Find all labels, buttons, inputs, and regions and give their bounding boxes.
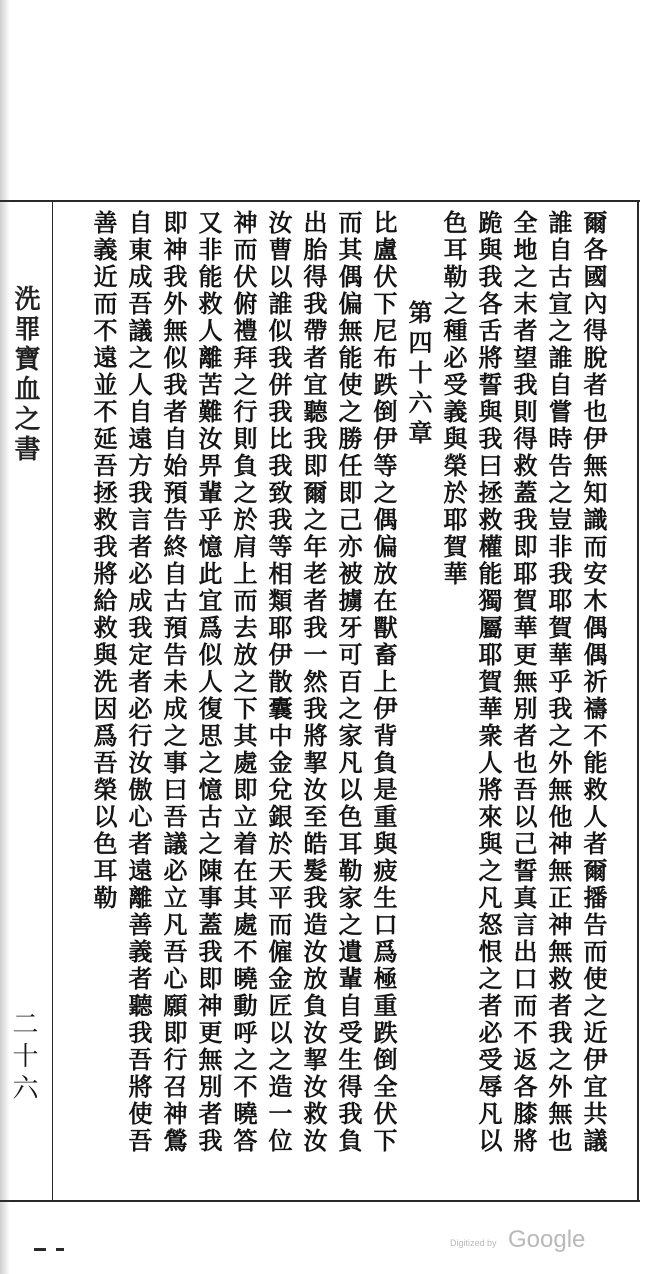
text-column-11: 神而伏俯禮拜之行則負之於肩上而去放之下其處即立着在其處不曉動呼之不曉答 bbox=[229, 210, 258, 1155]
text-column-10: 汝曹以誰似我併我比我致我等相類耶伊散囊中金兌銀於天平而僱金匠以之造一位 bbox=[264, 210, 293, 1155]
text-column-1: 爾各國內得脫者也伊無知識而安木偶偶祈禱不能救人者爾播告而使之近伊宜共議 bbox=[579, 210, 608, 1155]
text-column-7: 比盧伏下尼布跌倒伊等之偶偏放在獸畜上伊背負是重與疲生口爲極重跌倒全伏下 bbox=[369, 210, 398, 1155]
page-frame-right bbox=[637, 200, 639, 1202]
text-column-13: 即神我外無似我者自始預告終自古預告未成之事曰吾議必立凡吾心願即行召神鶯 bbox=[159, 210, 188, 1155]
chapter-heading: 第四十六章 bbox=[404, 300, 433, 450]
text-column-14: 自東成吾議之人自遠方我言者必成我定者必行汝傲心者遠離善義者聽我吾將使吾 bbox=[124, 210, 153, 1155]
page-number: 二十六 bbox=[8, 1010, 38, 1106]
google-logo: Google bbox=[508, 1226, 586, 1253]
scan-artifact bbox=[34, 1248, 46, 1251]
text-column-4: 跪與我各舌將誓與我曰拯救權能獨屬耶賀華衆人將來與之凡怒恨之者必受辱凡以 bbox=[474, 210, 503, 1155]
margin-rule bbox=[52, 200, 53, 1202]
watermark-prefix: Digitized by bbox=[450, 1238, 497, 1248]
text-column-2: 誰自古宣之誰自嘗時告之豈非我耶賀華乎我之外無他神無正神無救者我之外無也 bbox=[544, 210, 573, 1155]
running-title: 洗罪寶血之書 bbox=[10, 285, 40, 465]
scan-artifact bbox=[56, 1248, 64, 1251]
digitization-watermark bbox=[444, 1222, 594, 1262]
text-column-12: 又非能救人離苦難汝畀輩乎憶此宜爲似人復思之憶古之陳事蓋我即神更無別者我 bbox=[194, 210, 223, 1155]
text-column-9: 出胎得我帶者宜聽我即爾之年老者我一然我將挈汝至皓髮我造汝放負汝挈汝救汝 bbox=[299, 210, 328, 1155]
page-frame-top bbox=[0, 200, 640, 202]
text-column-3: 全地之末者望我則得救蓋我即耶賀華更無別者也吾以己誓真言出口而不返各膝將 bbox=[509, 210, 538, 1155]
text-column-15: 善義近而不遠並不延吾拯救我將給救與洗因爲吾榮以色耳勒 bbox=[89, 210, 118, 912]
text-column-5: 色耳勒之種必受義與榮於耶賀華 bbox=[439, 210, 468, 588]
page-frame-bottom bbox=[0, 1200, 640, 1202]
text-column-8: 而其偶偏無能使之勝任即己亦被擄牙可百之家凡以色耳勒家之遺輩自受生得我負 bbox=[334, 210, 363, 1155]
